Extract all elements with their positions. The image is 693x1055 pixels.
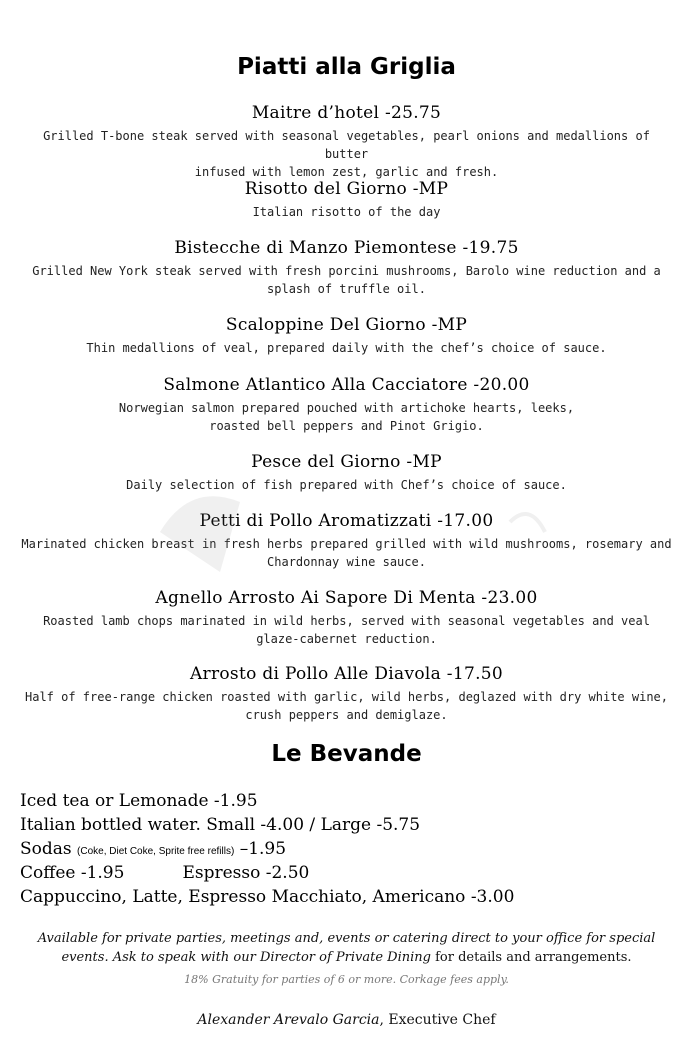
dish-price: -19.75: [462, 238, 519, 258]
dish-name: Salmone Atlantico Alla Cacciatore: [163, 375, 468, 395]
dish-price: -23.00: [481, 588, 538, 608]
dish-desc-line: roasted bell peppers and Pinot Grigio.: [209, 419, 484, 433]
private-events-note: [0, 929, 693, 967]
dish-name: Pesce del Giorno: [251, 452, 401, 472]
dish-name: Risotto del Giorno: [244, 179, 408, 199]
dish-name: Bistecche di Manzo Piemontese: [174, 238, 457, 258]
dish-name: Arrosto di Pollo Alle Diavola: [189, 664, 442, 684]
dish-title: [0, 314, 693, 336]
private-note-plain: for details and arrangements.: [430, 950, 632, 965]
chef-credit: [0, 1012, 693, 1028]
dish-desc-line: Roasted lamb chops marinated in wild herbs, served with seasonal vegetables and veal: [43, 614, 650, 628]
dish-description: [0, 262, 693, 298]
dish-desc-line: Thin medallions of veal, prepared daily with the chef’s choice of sauce.: [86, 341, 607, 355]
dish-price: -MP: [412, 179, 449, 199]
dish-description: [0, 203, 693, 221]
dish-desc-line: Grilled T-bone steak served with seasonal vegetables, pearl onions and medallions of butter: [43, 129, 650, 161]
dish-price: -20.00: [473, 375, 530, 395]
private-note-line: events. Ask to speak with our Director of Private Dining: [61, 950, 431, 965]
dish-name: Agnello Arrosto Ai Sapore Di Menta: [155, 588, 476, 608]
private-note-line: Available for private parties, meetings and, events or catering direct to your office for special: [37, 931, 656, 946]
dish-description: [0, 339, 693, 357]
dish-item: [0, 587, 693, 648]
sodas-label: Sodas: [20, 839, 78, 859]
dish-title: [0, 178, 693, 200]
chef-title: , Executive Chef: [379, 1012, 496, 1028]
beverage-line-sodas: [20, 838, 286, 863]
dish-desc-line: Norwegian salmon prepared pouched with artichoke hearts, leeks,: [118, 401, 575, 415]
section-title-grill: Piatti alla Griglia: [237, 54, 456, 80]
dish-name: Maitre d’hotel: [251, 103, 380, 123]
dish-description: [0, 688, 693, 724]
chef-name: Alexander Arevalo Garcia: [197, 1012, 380, 1028]
dish-desc-line: Half of free-range chicken roasted with garlic, wild herbs, deglazed with dry white wine,: [25, 690, 668, 704]
dish-price: -17.50: [446, 664, 504, 684]
dish-price: -17.00: [437, 511, 494, 531]
dish-title: [0, 587, 693, 609]
dish-price: -25.75: [384, 103, 442, 123]
dish-item: [0, 178, 693, 221]
dish-desc-line: Marinated chicken breast in fresh herbs prepared grilled with wild mushrooms, rosemary and: [21, 537, 672, 551]
dish-item: [0, 663, 693, 724]
dish-item: [0, 374, 693, 435]
watermark-shape: [510, 514, 545, 532]
gratuity-note: 18% Gratuity for parties of 6 or more. Corkage fees apply.: [184, 973, 509, 986]
beverage-line-coffee: [20, 862, 309, 884]
dish-title: [0, 663, 693, 685]
dish-desc-line: crush peppers and demiglaze.: [245, 708, 448, 722]
section-title-drinks: Le Bevande: [271, 741, 422, 767]
sodas-note: (Coke, Diet Coke, Sprite free refills): [77, 846, 235, 857]
coffee-item: Coffee -1.95: [20, 863, 125, 883]
beverage-line: Italian bottled water. Small -4.00 / Large -5.75: [20, 815, 421, 835]
dish-price: -MP: [406, 452, 442, 472]
dish-description: [0, 612, 693, 648]
dish-description: [0, 399, 693, 435]
dish-desc-line: Daily selection of fish prepared with Chef’s choice of sauce.: [126, 478, 567, 492]
dish-desc-line: Italian risotto of the day: [252, 205, 441, 219]
dish-desc-line: glaze-cabernet reduction.: [256, 632, 437, 646]
dish-desc-line: Grilled New York steak served with fresh porcini mushrooms, Barolo wine reduction and a: [32, 264, 661, 278]
dish-title: [0, 237, 693, 259]
beverage-line: Iced tea or Lemonade -1.95: [20, 791, 258, 811]
dish-price: -MP: [431, 315, 468, 335]
beverage-line: Cappuccino, Latte, Espresso Macchiato, Americano -3.00: [20, 887, 515, 907]
dish-desc-line: infused with lemon zest, garlic and fresh.: [194, 165, 499, 179]
dish-desc-line: Chardonnay wine sauce.: [267, 555, 426, 569]
dish-description: [0, 127, 693, 181]
sodas-price: –1.95: [234, 839, 287, 859]
dish-name: Scaloppine Del Giorno: [225, 315, 426, 335]
dish-item: [0, 237, 693, 298]
dish-item: [0, 314, 693, 357]
dish-title: [0, 102, 693, 124]
watermark-graphic: [150, 462, 550, 582]
watermark-shape: [160, 496, 240, 572]
dish-item: [0, 102, 693, 181]
dish-name: Petti di Pollo Aromatizzati: [199, 511, 432, 531]
dish-title: [0, 374, 693, 396]
dish-desc-line: splash of truffle oil.: [267, 282, 426, 296]
espresso-item: Espresso -2.50: [182, 863, 310, 883]
